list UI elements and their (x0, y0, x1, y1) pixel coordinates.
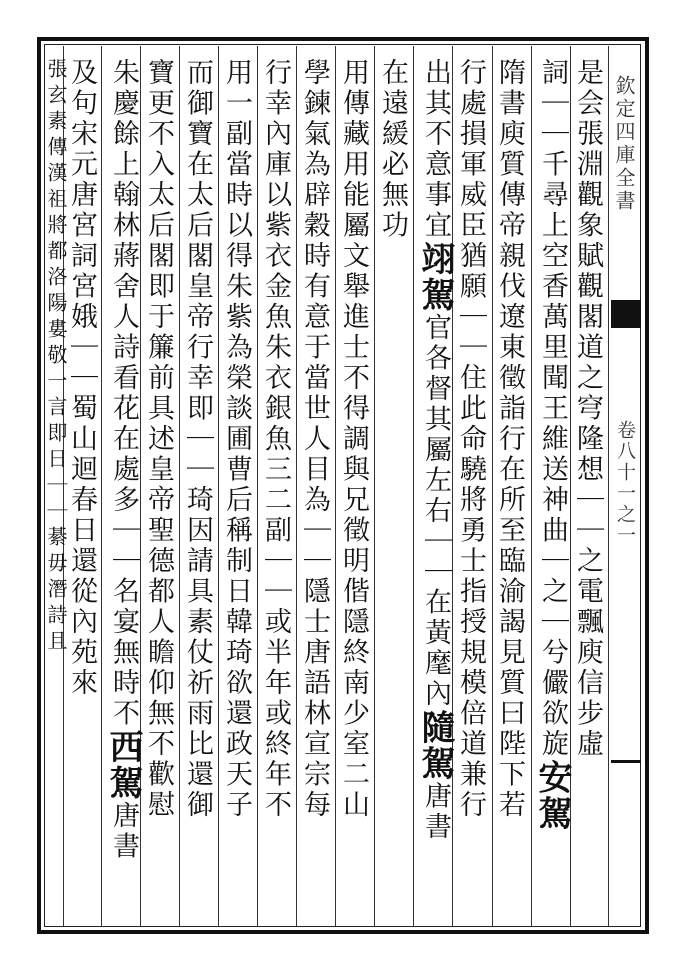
text-column-12 (145, 58, 172, 918)
text-column-13 (103, 58, 143, 918)
column-text: 是会張淵觀象賦觀閣道之穹隆想｜｜之電飄庾信步虛 (572, 58, 603, 760)
column-rule (608, 46, 609, 926)
column-text: 隋書庾質傳帝親伐遼東徵詣行在所至臨渝謁見質曰陛下若 (494, 58, 525, 821)
text-column-5 (415, 58, 455, 918)
column-text: 用一副當時以得朱紫為榮談圃曹后稱制日韓琦欲還政天子 (221, 58, 252, 821)
column-text: 唐書 (108, 801, 139, 862)
column-rule (101, 46, 102, 926)
text-column-15 (46, 58, 66, 918)
text-column-4 (457, 58, 484, 918)
column-text: 官各督其屬左右｜｜在黃麾內 (420, 313, 451, 710)
column-rule (179, 46, 180, 926)
fish-tail-mark (611, 760, 641, 763)
text-column-11 (184, 58, 211, 918)
column-rule (374, 46, 375, 926)
fish-tail-mark (611, 300, 641, 328)
column-text: 學鍊氣為辟穀時有意于當世人目為｜｜隱士唐語林宣宗每 (299, 58, 330, 821)
text-column-9 (262, 58, 289, 918)
text-column-7 (340, 58, 367, 918)
text-column-6 (379, 58, 406, 918)
text-column-2 (532, 58, 572, 918)
column-text: 在遠緩必無功 (377, 58, 408, 241)
column-rule (257, 46, 258, 926)
heading-word: 翊駕 (415, 241, 455, 313)
column-text: 寶更不入太后閣即于簾前具述皇帝聖德都人瞻仰無不歡慰 (143, 58, 174, 821)
column-rule (218, 46, 219, 926)
book-title: 欽定四庫全書 (612, 75, 636, 213)
heading-word: 西駕 (103, 729, 143, 801)
column-rule (335, 46, 336, 926)
column-text: 出其不意事宜 (420, 58, 451, 241)
column-text: 行處損軍威臣猶願｜｜住此命驍將勇士指授規模倍道兼行 (455, 58, 486, 821)
column-text: 及句宋元唐宮詞宮娥｜｜蜀山迴春日還從內苑來 (66, 58, 97, 699)
column-rule (452, 46, 453, 926)
column-text: 而御寶在太后閣皇帝行幸即｜｜琦因請具素仗祈雨比還御 (182, 58, 213, 821)
column-text: 用傳藏用能屬文舉進士不得調與兄徵明偕隱終南少室二山 (338, 58, 369, 821)
column-text: 唐書 (420, 781, 451, 843)
column-text: 行幸內庫以紫衣金魚朱衣銀魚三二副｜｜或半年或終年不 (260, 58, 291, 821)
text-column-3 (496, 58, 523, 918)
heading-word: 隨駕 (415, 709, 455, 782)
column-text: 張玄素傳漢祖將都洛陽婁敬一言即日｜｜綦毋潛詩且 (44, 58, 68, 656)
text-column-10 (223, 58, 250, 918)
column-rule (413, 46, 414, 926)
text-column-14 (68, 58, 95, 918)
juan-number: 卷八十一之一 (614, 420, 636, 546)
column-rule (492, 46, 493, 926)
text-column-1 (574, 58, 601, 918)
column-text: 朱慶餘上翰林蔣舍人詩看花在處多｜｜名宴無時不 (108, 58, 139, 729)
column-rule (296, 46, 297, 926)
heading-word: 安駕 (532, 759, 572, 832)
text-column-8 (301, 58, 328, 918)
column-text: 詞｜｜千尋上空香萬里聞王維送神曲｜之｜兮儼欲旋 (537, 58, 568, 760)
